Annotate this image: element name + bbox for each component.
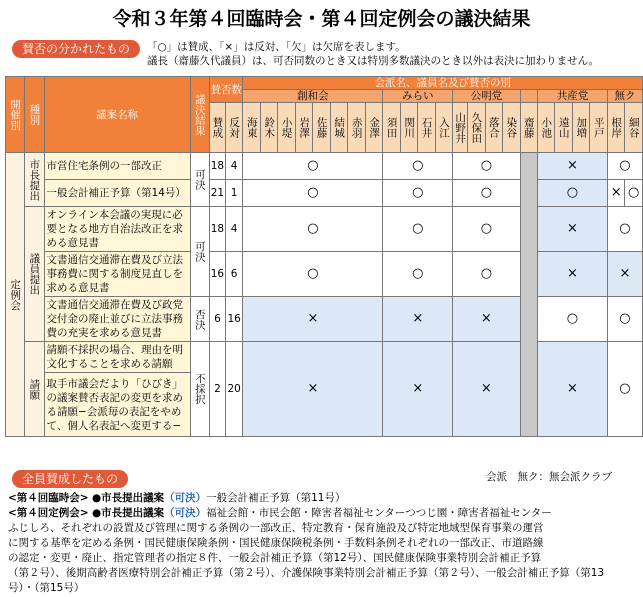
member-name: 細谷 [625, 103, 643, 153]
bill-name: 請願不採択の場合、理由を明文化することを求める請願 [44, 342, 190, 373]
vote-mark: ○ [453, 180, 520, 207]
vote-mark: ○ [453, 207, 520, 252]
result-kaketsu: 可決 [190, 207, 209, 297]
header-type: 種別 [25, 77, 44, 153]
split-votes-pill: 賛否の分かれたもの [12, 40, 140, 58]
type-member: 議員提出 [25, 207, 44, 342]
member-name: 須田 [383, 103, 400, 153]
result-kaketsu: 可決 [190, 153, 209, 207]
yes-count: 16 [210, 252, 226, 297]
footer-line-3: ふじしろ、それぞれの設置及び管理に関する条例の一部改正、特定教育・保育施設及び特定地域型保育事業の運営 [8, 522, 544, 534]
vote-mark: × [537, 153, 607, 180]
group-mirai: みらい [383, 90, 453, 103]
vote-mark: × [453, 342, 520, 437]
result-hiketsu: 否決 [190, 297, 209, 342]
bill-name: 市営住宅条例の一部改正 [44, 153, 190, 180]
vote-mark: × [537, 252, 607, 297]
bill-name: 取手市議会だより「ひびき」の議案賛否表記の変更を求める請願−会派毎の表記をやめて、個人名表記へ変更する− [44, 373, 190, 437]
member-name: 関川 [400, 103, 417, 153]
vote-mark: ○ [453, 252, 520, 297]
header-result: 議決結果 [190, 77, 209, 153]
group-chair [520, 90, 537, 103]
no-count: 1 [225, 180, 243, 207]
vote-mark: ○ [607, 342, 642, 437]
page-title: 令和３年第４回臨時会・第４回定例会の議決結果 [112, 8, 531, 30]
member-name: 鈴木 [260, 103, 277, 153]
group-muku: 無ク [607, 90, 642, 103]
footer-line-1: <第４回臨時会> ●市長提出議案（可決）一般会計補正予算（第11号） [8, 492, 346, 504]
footer-line-4: に関する基準を定める条例・国民健康保険条例・国民健康保険税条例・手数料条例それぞれの一部改正、市道路線 [8, 537, 544, 549]
yes-count: 6 [210, 297, 226, 342]
vote-mark: × [607, 252, 642, 297]
vote-mark: ○ [537, 297, 607, 342]
vote-mark: ○ [243, 252, 383, 297]
yes-count: 21 [210, 180, 226, 207]
member-name: 落合 [485, 103, 502, 153]
member-name: 小池 [537, 103, 554, 153]
vote-mark: ○ [607, 207, 642, 252]
vote-mark: ○ [243, 207, 383, 252]
vote-mark: × [243, 297, 383, 342]
group-kyosanto: 共産党 [537, 90, 607, 103]
header-name: 議案名称 [44, 77, 190, 153]
bill-name: オンライン本会議の実現に必要となる地方自治法改正を求める意見書 [44, 207, 190, 252]
member-name: 齋藤 [520, 103, 537, 153]
member-name: 石井 [418, 103, 435, 153]
vote-mark: ○ [607, 297, 642, 342]
vote-mark: ○ [607, 153, 642, 180]
member-name: 岩澤 [295, 103, 312, 153]
footer-line-2: <第４回定例会> ●市長提出議案（可決）福祉会館・市民会館・障害者福祉センターつつじ園・障害者福祉センター [8, 507, 552, 519]
yes-count: 18 [210, 207, 226, 252]
member-name: 結城 [330, 103, 347, 153]
bill-name: 一般会計補正予算（第14号） [44, 180, 190, 207]
legend-notes [147, 40, 599, 68]
bill-name: 文書通信交通滞在費及び立法事務費に関する制度見直しを求める意見書 [44, 252, 190, 297]
vote-mark: × [607, 180, 624, 207]
yes-count: 2 [210, 342, 226, 437]
header-groups: 会派名、議員名及び賛否の別 [243, 77, 643, 90]
chair-column [520, 153, 537, 437]
vote-mark: × [537, 207, 607, 252]
bill-name: 文書通信交通滞在費及び政党交付金の廃止並びに立法事務費の充実を求める意見書 [44, 297, 190, 342]
member-name: 山野井 [453, 103, 468, 153]
footer-line-6: （第２号）、後期高齢者医療特別会計補正予算（第２号）、介護保険事業特別会計補正予算（第２号）、一般会計補正予算（第13 [8, 567, 605, 579]
vote-mark: ○ [453, 153, 520, 180]
vote-mark: ○ [383, 153, 453, 180]
header-no: 反対 [225, 103, 243, 153]
result-fusaitaku: 不採択 [190, 342, 209, 437]
no-count: 4 [225, 207, 243, 252]
group-sowakai: 創和会 [243, 90, 383, 103]
no-count: 20 [225, 342, 243, 437]
vote-mark: × [537, 342, 607, 437]
vote-mark: ○ [625, 180, 643, 207]
member-name: 赤羽 [348, 103, 365, 153]
no-count: 16 [225, 297, 243, 342]
note-line-1: 「○」は賛成、「×」は反対、「欠」は欠席を表します。 [147, 41, 406, 53]
all-agree-pill: 全員賛成したもの [12, 470, 128, 488]
vote-mark: ○ [383, 252, 453, 297]
legend-note: 会派 無ク：無会派クラブ [486, 471, 612, 483]
yes-count: 18 [210, 153, 226, 180]
member-name: 金澤 [365, 103, 382, 153]
member-name: 加増 [572, 103, 589, 153]
vote-mark: × [453, 297, 520, 342]
vote-mark: ○ [383, 180, 453, 207]
vote-mark: ○ [383, 207, 453, 252]
member-name: 久保田 [468, 103, 485, 153]
member-name: 海東 [243, 103, 260, 153]
member-name: 平戸 [590, 103, 607, 153]
footer-text [8, 491, 638, 596]
type-petition: 請願 [25, 342, 44, 437]
member-name: 小堤 [278, 103, 295, 153]
vote-table [5, 76, 643, 437]
footer-line-7: 号）・（第15号） [8, 582, 85, 594]
group-komeito: 公明党 [453, 90, 520, 103]
vote-mark: × [383, 342, 453, 437]
header-yes: 賛成 [210, 103, 226, 153]
vote-mark: × [383, 297, 453, 342]
no-count: 4 [225, 153, 243, 180]
no-count: 6 [225, 252, 243, 297]
session-cell: 定例会 [6, 153, 25, 437]
member-name: 佐藤 [313, 103, 330, 153]
type-mayor: 市長提出 [25, 153, 44, 207]
header-category: 開催別 [6, 77, 25, 153]
member-name: 根岸 [607, 103, 624, 153]
vote-mark: × [243, 342, 383, 437]
header-count: 賛否数 [210, 77, 243, 103]
vote-mark: ○ [537, 180, 607, 207]
member-name: 入江 [435, 103, 452, 153]
member-name: 染谷 [503, 103, 520, 153]
member-name: 遠山 [555, 103, 572, 153]
vote-mark: ○ [243, 180, 383, 207]
footer-line-5: の認定・変更・廃止、指定管理者の指定８件、一般会計補正予算（第12号）、国民健康保険事業特別会計補正予算 [8, 552, 542, 564]
note-line-2: 議長（齋藤久代議員）は、可否同数のとき又は特別多数議決のとき以外は表決に加わりません。 [147, 55, 600, 67]
vote-mark: ○ [243, 153, 383, 180]
